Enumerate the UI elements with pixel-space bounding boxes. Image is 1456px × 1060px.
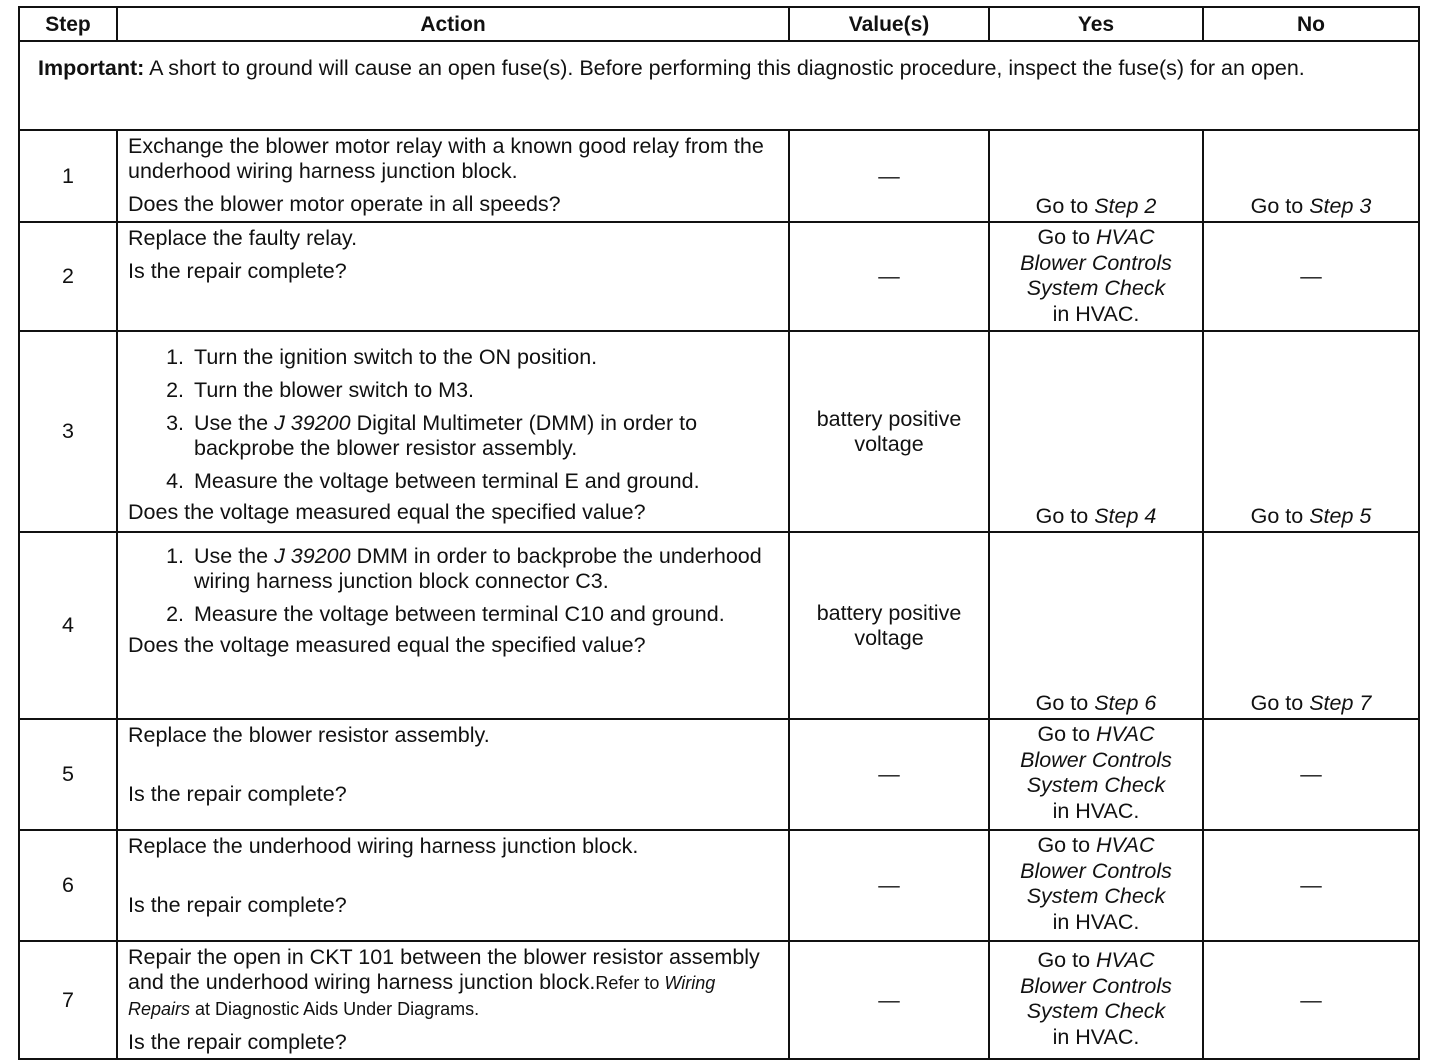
no-cell [1203, 331, 1419, 532]
goto-text: Go to [1250, 194, 1310, 218]
hvac-ref: HVAC [1096, 225, 1155, 249]
value-dash: — [878, 762, 900, 786]
goto-text: Go to [1037, 722, 1096, 746]
substep-list [128, 544, 778, 627]
header-step: Step [19, 7, 117, 41]
step-number: 5 [19, 719, 117, 830]
action-question: Does the voltage measured equal the specified value? [128, 500, 646, 524]
goto-text: Go to [1250, 504, 1310, 528]
hvac-ref-line2: Blower Controls [1020, 973, 1172, 998]
goto-text: Go to [1035, 194, 1095, 218]
table-row [19, 331, 1419, 532]
hvac-ref-line4: in HVAC. [1052, 1024, 1140, 1049]
tool-ref: J 39200 [274, 411, 351, 435]
yes-cell [989, 941, 1203, 1059]
yes-cell [989, 130, 1203, 222]
goto-text: Go to [1250, 691, 1310, 715]
table-row [19, 222, 1419, 331]
step-number: 4 [19, 532, 117, 719]
goto-text: Go to [1037, 833, 1096, 857]
hvac-ref-line4: in HVAC. [1052, 909, 1140, 934]
hvac-ref: HVAC [1096, 948, 1155, 972]
action-cell [117, 719, 789, 830]
action-question: Does the blower motor operate in all speeds? [128, 192, 561, 216]
yes-step-ref: Step 4 [1094, 504, 1157, 528]
hvac-ref-line3: System Check [1026, 999, 1166, 1023]
important-row [19, 41, 1419, 130]
value-cell: battery positive voltage [789, 331, 989, 532]
no-cell [1203, 830, 1419, 941]
value-cell: battery positive voltage [789, 532, 989, 719]
hvac-ref-line2: Blower Controls [1020, 250, 1172, 275]
action-question: Is the repair complete? [128, 1030, 347, 1054]
yes-cell [989, 532, 1203, 719]
no-cell [1203, 719, 1419, 830]
hvac-ref-line2: Blower Controls [1020, 747, 1172, 772]
header-values: Value(s) [789, 7, 989, 41]
table-row [19, 941, 1419, 1059]
value-cell [789, 719, 989, 830]
list-item: 3. Use the J 39200 Digital Multimeter (DMM) in order to backprobe the blower resistor assembly. [166, 411, 698, 460]
no-step-ref: Step 3 [1309, 194, 1372, 218]
yes-cell [989, 331, 1203, 532]
step-number: 7 [19, 941, 117, 1059]
table-row [19, 130, 1419, 222]
goto-text: Go to [1037, 948, 1096, 972]
value-dash: — [878, 987, 900, 1012]
list-item: 1. Use the J 39200 DMM in order to backprobe the underhood wiring harness junction block connector C3. [166, 544, 762, 593]
table-row [19, 532, 1419, 719]
goto-text: Go to [1035, 504, 1095, 528]
action-text: Replace the blower resistor assembly. [128, 723, 490, 747]
action-cell [117, 130, 789, 222]
yes-step-ref: Step 2 [1094, 194, 1157, 218]
hvac-ref-line3: System Check [1026, 276, 1166, 300]
action-question: Is the repair complete? [128, 259, 347, 283]
hvac-ref-line3: System Check [1026, 773, 1166, 797]
action-cell [117, 941, 789, 1059]
table-row [19, 719, 1419, 830]
tool-ref: J 39200 [274, 544, 351, 568]
step-number: 1 [19, 130, 117, 222]
no-cell [1203, 222, 1419, 331]
no-step-ref: Step 7 [1309, 691, 1372, 715]
wiring-repairs-ref: Wiring Repairs [128, 973, 716, 1019]
hvac-ref-line4: in HVAC. [1052, 798, 1140, 823]
no-dash: — [1300, 264, 1322, 288]
list-item: 2. Measure the voltage between terminal C10 and ground. [166, 602, 725, 626]
diagnostic-table [18, 6, 1420, 1060]
refer-text: Refer to Wiring Repairs at Diagnostic Aids Under Diagrams. [128, 973, 716, 1019]
header-row [19, 7, 1419, 41]
value-dash: — [878, 873, 900, 897]
action-cell [117, 532, 789, 719]
header-yes: Yes [989, 7, 1203, 41]
action-text: Repair the open in CKT 101 between the blower resistor assembly and the underhood wiring harness junction block.Refer to Wiring Repairs at Diagnostic Aids Under Diagrams. [128, 945, 760, 1019]
action-text: Replace the faulty relay. [128, 226, 358, 250]
table-row [19, 830, 1419, 941]
no-cell [1203, 532, 1419, 719]
action-text: Exchange the blower motor relay with a known good relay from the underhood wiring harness junction block. [128, 134, 764, 183]
header-action: Action [117, 7, 789, 41]
goto-text: Go to [1037, 225, 1096, 249]
substep-list [128, 345, 778, 494]
no-dash: — [1300, 987, 1322, 1012]
important-note [19, 41, 1419, 130]
action-cell [117, 222, 789, 331]
no-cell [1203, 941, 1419, 1059]
hvac-ref-line3: System Check [1026, 884, 1166, 908]
step-number: 6 [19, 830, 117, 941]
action-question: Is the repair complete? [128, 782, 347, 806]
action-cell [117, 331, 789, 532]
no-cell [1203, 130, 1419, 222]
header-no: No [1203, 7, 1419, 41]
hvac-ref: HVAC [1096, 722, 1155, 746]
hvac-ref-line2: Blower Controls [1020, 858, 1172, 883]
goto-text: Go to [1035, 691, 1095, 715]
value-dash: — [878, 163, 900, 188]
no-step-ref: Step 5 [1309, 504, 1372, 528]
yes-step-ref: Step 6 [1094, 691, 1157, 715]
step-number: 3 [19, 331, 117, 532]
list-item: 2. Turn the blower switch to M3. [166, 378, 475, 402]
yes-cell [989, 222, 1203, 331]
important-label: Important: [38, 56, 145, 80]
list-item: 1. Turn the ignition switch to the ON position. [166, 345, 598, 369]
important-text: A short to ground will cause an open fuse(s). Before performing this diagnostic procedure, inspect the fuse(s) for an open. [144, 56, 1305, 80]
action-question: Does the voltage measured equal the specified value? [128, 633, 646, 657]
yes-cell [989, 830, 1203, 941]
value-cell [789, 941, 989, 1059]
hvac-ref-line4: in HVAC. [1052, 301, 1140, 326]
no-dash: — [1300, 873, 1322, 897]
value-dash: — [878, 264, 900, 288]
step-number: 2 [19, 222, 117, 331]
list-item: 4. Measure the voltage between terminal E and ground. [166, 469, 700, 493]
action-text: Replace the underhood wiring harness junction block. [128, 834, 639, 858]
hvac-ref: HVAC [1096, 833, 1155, 857]
value-cell [789, 130, 989, 222]
no-dash: — [1300, 762, 1322, 786]
action-question: Is the repair complete? [128, 893, 347, 917]
action-cell [117, 830, 789, 941]
value-cell [789, 222, 989, 331]
value-cell [789, 830, 989, 941]
yes-cell [989, 719, 1203, 830]
